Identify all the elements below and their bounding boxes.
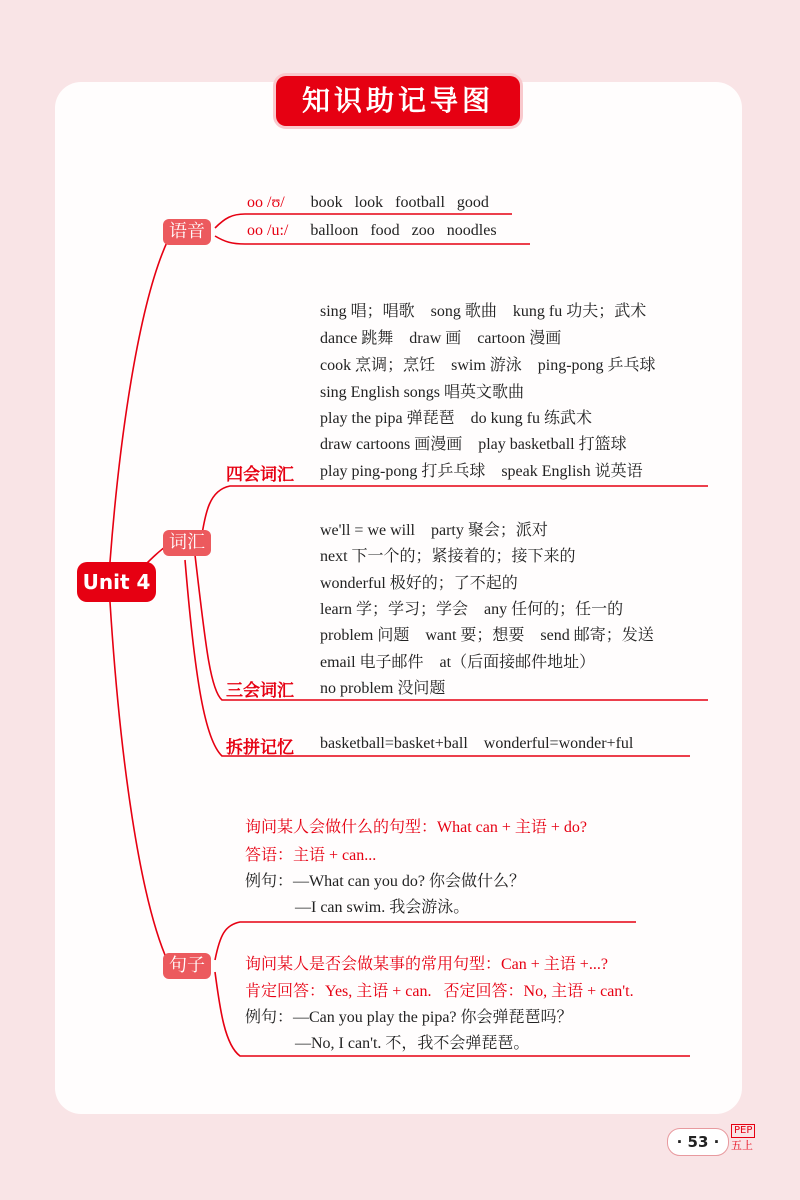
sentence-answer: 答语：主语 + can... <box>245 847 377 864</box>
page-number: · 53 · <box>667 1128 729 1156</box>
four-skill-line: dance 跳舞 draw 画 cartoon 漫画 <box>320 330 562 347</box>
four-skill-line: draw cartoons 画漫画 play basketball 打篮球 <box>320 436 627 453</box>
three-skill-line: we'll = we will party 聚会；派对 <box>320 522 548 539</box>
vocab-tag: 词汇 <box>163 530 211 556</box>
four-skill-line: play ping-pong 打乒乓球 speak English 说英语 <box>320 463 643 480</box>
three-skill-label: 三会词汇 <box>226 681 294 701</box>
four-skill-line: play the pipa 弹琵琶 do kung fu 练武术 <box>320 410 592 427</box>
phonics-row <box>247 221 497 241</box>
phonics-sound: oo /u:/ <box>247 222 289 239</box>
four-skill-line: sing English songs 唱英文歌曲 <box>320 384 525 401</box>
three-skill-line: problem 问题 want 要；想要 send 邮寄；发送 <box>320 627 654 644</box>
branch-to-phonics <box>110 240 168 562</box>
phonics-words: book look football good <box>310 194 489 211</box>
page-title: 知识助记导图 <box>301 84 494 117</box>
unit-label: Unit 4 <box>77 562 156 602</box>
sentences-tag: 句子 <box>163 953 211 979</box>
four-skill-line: cook 烹调；烹饪 swim 游泳 ping-pong 乒乓球 <box>320 357 656 374</box>
three-skill-line: learn 学；学习；学会 any 任何的；任一的 <box>320 601 624 618</box>
sentence-example-a: —No, I can't. 不，我不会弹琵琶。 <box>295 1035 530 1052</box>
sentence-pattern: 询问某人是否会做某事的常用句型：Can + 主语 +...? <box>245 956 608 973</box>
three-skill-line: email 电子邮件 at（后面接邮件地址） <box>320 654 596 671</box>
sentence-pattern: 询问某人会做什么的句型：What can + 主语 + do? <box>245 819 588 836</box>
four-skill-label: 四会词汇 <box>226 465 294 485</box>
four-skill-line: sing 唱；唱歌 song 歌曲 kung fu 功夫；武术 <box>320 303 647 320</box>
series-badge: PEP <box>731 1124 755 1138</box>
phonics-row <box>247 193 489 213</box>
phonics-sound: oo /ʊ/ <box>247 194 285 211</box>
branch-to-sentences <box>110 602 168 962</box>
split-label: 拆拼记忆 <box>226 738 294 758</box>
sentence-example-a: —I can swim. 我会游泳。 <box>295 899 470 916</box>
three-skill-line: next 下一个的；紧接着的；接下来的 <box>320 548 576 565</box>
phonics-tag: 语音 <box>163 219 211 245</box>
phonics-words: balloon food zoo noodles <box>310 222 497 239</box>
sentence-example-q: 例句：—Can you play the pipa? 你会弹琵琶吗？ <box>245 1009 573 1026</box>
sentence-answer: 肯定回答：Yes, 主语 + can. 否定回答：No, 主语 + can't. <box>245 983 634 1000</box>
sentence-example-q: 例句：—What can you do? 你会做什么？ <box>245 873 525 890</box>
grade-label: 五上 <box>731 1139 753 1152</box>
split-text: basketball=basket+ball wonderful=wonder+ful <box>320 735 634 752</box>
three-skill-line: wonderful 极好的；了不起的 <box>320 575 518 592</box>
three-skill-line: no problem 没问题 <box>320 680 446 697</box>
